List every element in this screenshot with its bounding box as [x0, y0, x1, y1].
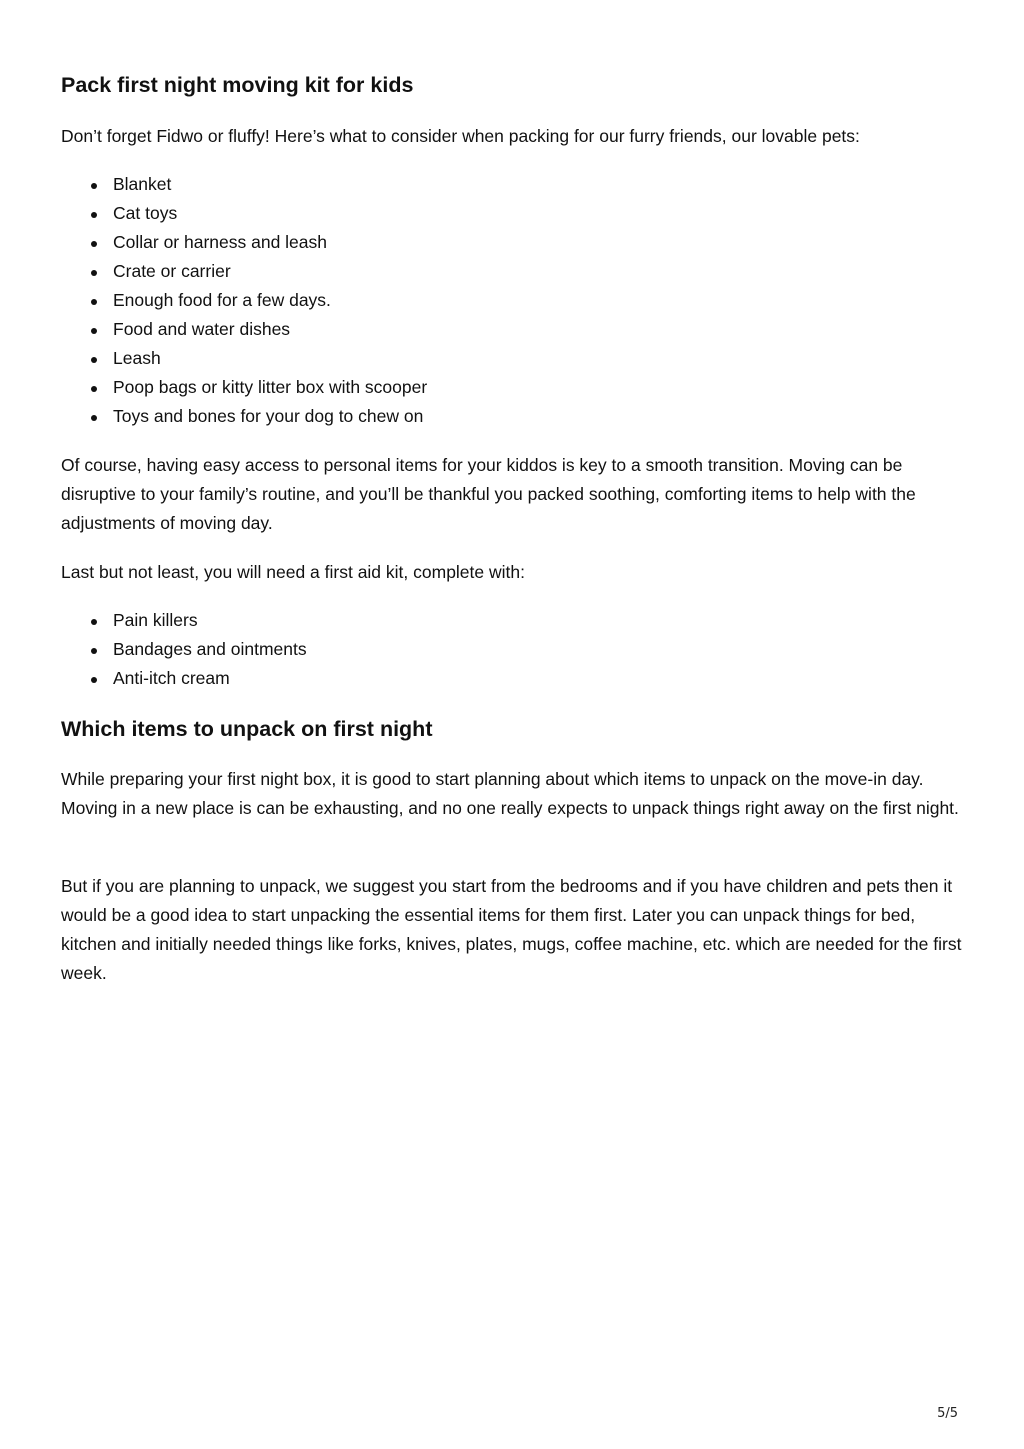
first-aid-items-list — [61, 606, 307, 693]
list-item: Crate or carrier — [61, 257, 427, 286]
list-item: Blanket — [61, 170, 427, 199]
list-item: Enough food for a few days. — [61, 286, 427, 315]
preparing-paragraph: While preparing your first night box, it is good to start planning about which items to unpack on the move-in day. Moving in a new place is can be exhausting, and no one really expects to unpack things right away on the first night. — [61, 769, 959, 818]
list-item: Toys and bones for your dog to chew on — [61, 402, 427, 431]
first-aid-intro-paragraph: Last but not least, you will need a first aid kit, complete with: — [61, 562, 525, 582]
list-item: Anti-itch cream — [61, 664, 307, 693]
list-item: Collar or harness and leash — [61, 228, 427, 257]
kiddos-paragraph: Of course, having easy access to personal items for your kiddos is key to a smooth transition. Moving can be disruptive to your family’s routine, and you’ll be thankful you packed soothing, comforting items to help with the adjustments of moving day. — [61, 455, 916, 533]
list-item: Leash — [61, 344, 427, 373]
section-heading-first-night-kit: Pack first night moving kit for kids — [61, 73, 414, 97]
section-heading-unpack-first-night: Which items to unpack on first night — [61, 717, 433, 741]
list-item: Pain killers — [61, 606, 307, 635]
unpack-advice-paragraph: But if you are planning to unpack, we suggest you start from the bedrooms and if you have children and pets then it would be a good idea to start unpacking the essential items for them first. Later you can unpack things for bed, kitchen and initially needed things like forks, knives, plates, mugs, coffee machine, etc. which are needed for the first week. — [61, 876, 962, 983]
list-item: Bandages and ointments — [61, 635, 307, 664]
list-item: Food and water dishes — [61, 315, 427, 344]
list-item: Poop bags or kitty litter box with scooper — [61, 373, 427, 402]
intro-paragraph: Don’t forget Fidwo or fluffy! Here’s what to consider when packing for our furry friends, our lovable pets: — [61, 126, 860, 146]
list-item: Cat toys — [61, 199, 427, 228]
pet-items-list — [61, 170, 427, 431]
page-number: 5/5 — [937, 1406, 958, 1421]
